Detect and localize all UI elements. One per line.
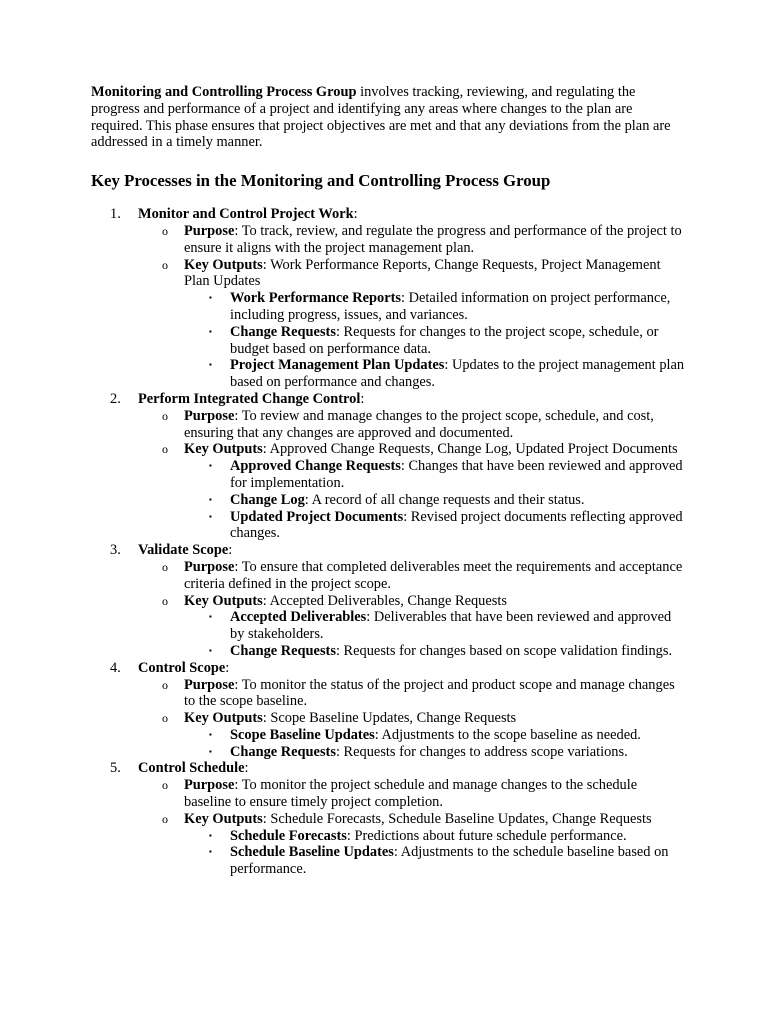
circle-bullet-icon: o [162,778,168,793]
detail-text: : To monitor the status of the project and product scope and manage changes to the scope baseline. [184,676,675,710]
section-heading: Key Processes in the Monitoring and Controlling Process Group [91,171,551,191]
process-title: Control Scope [138,659,226,676]
process-number: 4. [110,659,121,676]
circle-bullet-icon: o [162,559,168,574]
detail-label: Purpose [184,777,235,794]
circle-bullet-icon: o [162,442,168,457]
detail-label: Key Outputs [184,592,263,609]
output-item [184,844,686,878]
process-title: Monitor and Control Project Work [138,206,354,223]
output-label: Scope Baseline Updates [230,726,375,743]
square-bullet-icon: ▪ [209,729,212,739]
detail-text: : To track, review, and regulate the progress and performance of the project to ensure it aligns with the project management plan. [184,222,682,256]
process-number: 5. [110,760,121,777]
square-bullet-icon: ▪ [209,645,212,655]
output-label: Schedule Forecasts [230,827,347,844]
intro-bold: Monitoring and Controlling Process Group [91,84,357,100]
process-title-colon: : [353,206,358,223]
output-text: : Revised project documents reflecting approved changes. [230,508,683,542]
detail-text: : To monitor the project schedule and manage changes to the schedule baseline to ensure timely project completion. [184,777,638,811]
output-item [184,357,686,391]
output-item [184,324,686,358]
output-label: Change Requests [230,642,336,659]
process-item [91,391,686,542]
output-text: : Requests for changes based on scope validation findings. [335,642,673,659]
output-text: : Deliverables that have been reviewed and approved by stakeholders. [230,609,672,643]
square-bullet-icon: ▪ [209,293,212,303]
output-label: Change Requests [230,743,336,760]
output-label: Schedule Baseline Updates [230,844,394,861]
output-label: Work Performance Reports [230,290,402,307]
output-label: Updated Project Documents [230,508,404,525]
process-detail-list [138,777,686,878]
detail-item [138,257,686,391]
output-text: : Detailed information on project performance, including progress, issues, and variances. [230,290,671,323]
square-bullet-icon: ▪ [209,830,212,840]
detail-item [138,777,686,811]
detail-label: Key Outputs [184,256,263,273]
process-title: Control Schedule [138,760,245,777]
output-label: Change Log [230,491,305,508]
process-title: Perform Integrated Change Control [138,390,361,407]
output-item [184,290,686,324]
output-list [184,290,686,391]
detail-label: Key Outputs [184,441,263,458]
output-text: : Requests for changes to address scope variations. [335,743,628,760]
detail-item [138,441,686,542]
square-bullet-icon: ▪ [209,461,212,471]
detail-text: : Work Performance Reports, Change Requests, Project Management Plan Updates [184,256,661,290]
circle-bullet-icon: o [162,811,168,826]
detail-text: : Schedule Forecasts, Schedule Baseline Updates, Change Requests [262,810,652,827]
detail-text: : Accepted Deliverables, Change Requests [262,592,507,609]
output-label: Project Management Plan Updates [230,357,445,374]
process-number: 2. [110,390,121,407]
output-text: : A record of all change requests and their status. [304,491,585,508]
circle-bullet-icon: o [162,677,168,692]
output-list [184,458,686,542]
square-bullet-icon: ▪ [209,847,212,857]
output-list [184,609,686,659]
process-detail-list [138,559,686,660]
process-title-colon: : [360,390,365,407]
detail-item [138,593,686,660]
process-title-colon: : [228,542,233,559]
square-bullet-icon: ▪ [209,746,212,756]
output-list [184,727,686,761]
detail-text: : Approved Change Requests, Change Log, Updated Project Documents [262,441,678,458]
output-list [184,828,686,878]
output-item [184,727,686,744]
detail-label: Purpose [184,222,235,239]
detail-label: Purpose [184,407,235,424]
square-bullet-icon: ▪ [209,511,212,521]
output-item [184,509,686,543]
detail-text: : To review and manage changes to the project scope, schedule, and cost, ensuring that any changes are approved and documented. [184,407,654,441]
detail-text: : Scope Baseline Updates, Change Requests [262,710,517,727]
process-detail-list [138,408,686,542]
detail-label: Key Outputs [184,810,263,827]
output-item [184,609,686,643]
intro-text: involves tracking, reviewing, and regulating the progress and performance of a project and identifying any areas where changes to the plan are required. This phase ensures that project objectives are met and that any deviations from the plan are addressed in a timely manner. [91,84,671,151]
process-detail-list [138,223,686,391]
output-text: : Changes that have been reviewed and approved for implementation. [230,458,683,491]
output-label: Change Requests [230,323,336,340]
detail-item [138,559,686,593]
process-title: Validate Scope [138,542,229,559]
process-detail-list [138,677,686,761]
square-bullet-icon: ▪ [209,612,212,622]
output-item [184,828,686,845]
detail-label: Purpose [184,676,235,693]
circle-bullet-icon: o [162,711,168,726]
process-title-colon: : [244,760,249,777]
output-label: Accepted Deliverables [230,609,367,626]
output-item [184,458,686,492]
output-text: : Adjustments to the scope baseline as needed. [374,726,641,743]
detail-item [138,677,686,711]
process-item [91,206,686,391]
detail-text: : To ensure that completed deliverables meet the requirements and acceptance criteria defined in the project scope. [184,558,683,592]
circle-bullet-icon: o [162,408,168,423]
square-bullet-icon: ▪ [209,494,212,504]
detail-label: Purpose [184,558,235,575]
circle-bullet-icon: o [162,257,168,272]
detail-item [138,408,686,442]
output-item [184,744,686,761]
detail-label: Key Outputs [184,710,263,727]
output-item [184,492,686,509]
process-list [91,206,686,878]
square-bullet-icon: ▪ [209,326,212,336]
output-item [184,643,686,660]
process-title-colon: : [225,659,230,676]
output-text: : Adjustments to the schedule baseline based on performance. [230,844,669,878]
output-text: : Predictions about future schedule performance. [346,827,627,844]
process-item [91,542,686,660]
output-text: : Updates to the project management plan based on performance and changes. [230,357,685,391]
detail-item [138,223,686,257]
detail-item [138,811,686,878]
detail-item [138,710,686,760]
output-text: : Requests for changes to the project scope, schedule, or budget based on performance data. [230,323,659,357]
process-item [91,760,686,878]
square-bullet-icon: ▪ [209,360,212,370]
process-item [91,660,686,761]
process-number: 1. [110,206,121,223]
output-label: Approved Change Requests [230,458,401,475]
process-number: 3. [110,542,121,559]
circle-bullet-icon: o [162,593,168,608]
circle-bullet-icon: o [162,223,168,238]
intro-paragraph [91,84,686,151]
